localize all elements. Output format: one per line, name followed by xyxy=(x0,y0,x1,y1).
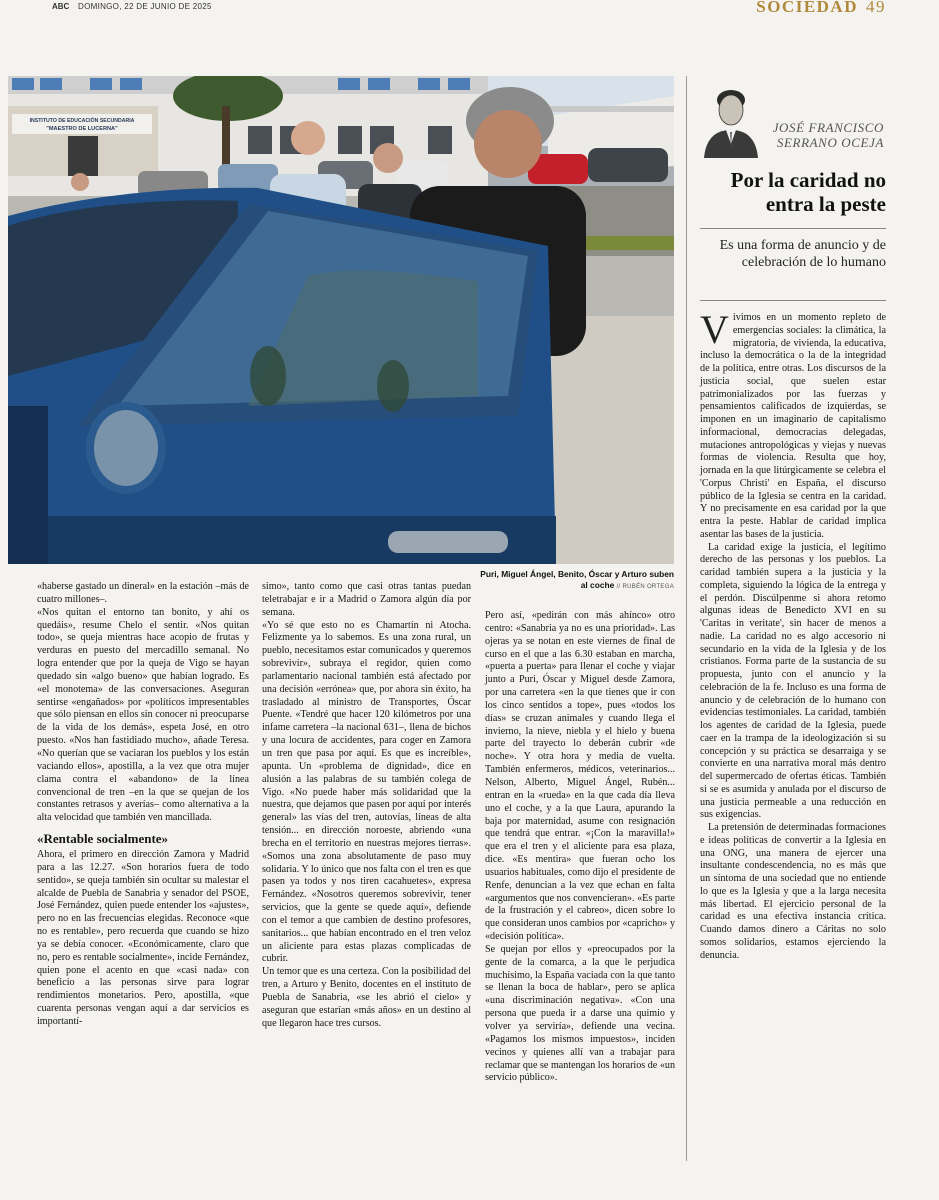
paragraph: Se quejan por ellos y «preocupados por la gente de la comarca, a la que le perjudica muchísimo, la España vaciada con la que tanto se llenan la boca de hablar», pero se aplica «una discriminación negativa». «Con una persona que pueda ir a darse una quimio y volver ya serviría», defiende una vecina. «Pagamos los mismos impuestos», inciden vecinos y quienes allí van a trabajar para reclamar que se mantengan los horarios de «un servicio público». xyxy=(485,943,675,1084)
opinion-subtitle: Es una forma de anuncio y de celebración de lo humano xyxy=(719,238,886,270)
paragraph: La pretensión de determinadas formaciones e ideas políticas de convertir a la Iglesia en una ONG, una manera de ejercer una insultante condescendencia, no es más que un síntoma de una sociedad que no entiende lo que es la Iglesia y que a la larga necesita más libertad. El ejercicio personal de la caridad es una efectiva instancia crítica. Cuando damos dinero a Cáritas no solo somos solidarios, estamos ejerciendo la denuncia. xyxy=(700,822,886,961)
opinion-title: Por la caridad no entra la peste xyxy=(730,168,886,216)
section-title xyxy=(756,0,886,17)
photo-caption xyxy=(478,569,674,593)
opinion-author: JOSÉ FRANCISCO SERRANO OCEJA xyxy=(772,120,884,150)
photo-credit: // RUBÉN ORTEGA xyxy=(616,584,674,590)
opinion-body xyxy=(700,307,886,962)
article-column-3 xyxy=(485,610,675,1085)
opinion-rule-top xyxy=(700,228,886,229)
article-subhead: «Rentable socialmente» xyxy=(37,831,169,847)
opinion-first-paragraph: ivimos en un momento repleto de emergencias sociales: la climática, la migratoria, de vivienda, la educativa, incluso la democrática o la de la integridad de la política, entre otras. Los discursos de la justicia social, que suelen estar patrimonializados por las fuerzas y pensamientos calificados de izquierdas, se imponen en un imaginario de capitalismo informacional, democracias delegadas, mutaciones antropológicas y viejas y nuevas formas de violencia. Resulta que hoy, jornada en la que litúrgicamente se celebra el 'Corpus Christi' en España, el discurso público de la Iglesia se centra en la caridad. Y no precisamente en esa caridad por la que entra la peste. Hablar de caridad implica asentar las bases de la justicia. xyxy=(700,312,886,540)
opinion-rule-bottom xyxy=(700,300,886,301)
news-photo xyxy=(8,76,674,564)
column-divider xyxy=(686,76,687,1161)
article-column-1 xyxy=(37,581,249,1029)
caption-text: Puri, Miguel Ángel, Benito, Óscar y Arturo suben al coche xyxy=(480,569,674,590)
drop-cap: V xyxy=(700,307,729,352)
paragraph: Ahora, el primero en dirección Zamora y Madrid para a las 12.27. «Son horarios fuera de todo sentido», se queja también sin ocultar su malestar el alcalde de Puebla de Sanabria y senador del PSOE, José Fernández, quien puede entender los «ajustes», pero no en las frecuencias elegidas. Reconoce «que no es rentable», pero recuerda que cuando se hizo ya se debía conocer. «Económicamente, claro que no, pero es rentable socialmente», incide Fernández, quien pone el acento en que «casi nada» con beneficio a las personas sirve para lograr rendimientos monetarios. Pero, apostilla, «que cuarenta personas vengan aquí a dar servicios es importantí- xyxy=(37,849,249,1027)
svg-text:INSTITUTO DE EDUCACIÓN SECUNDA: INSTITUTO DE EDUCACIÓN SECUNDARIA xyxy=(29,118,135,124)
newspaper-name: ABC xyxy=(52,2,70,11)
paragraph: «Yo sé que esto no es Chamartín ni Atocha. Felizmente ya lo sabemos. Es una zona rural, un pueblo, necesitamos estar comunicados y queremos sobrevivir», subraya el regidor, quien como parlamentario nacional también está afectado por una decisión «errónea» que, por ahora sin éxito, ha trasladado al ministro de Transportes, Óscar Puente. «Tendré que hacer 120 kilómetros por una infame carretera –la nacional 631–, llena de bichos y una locura de accidentes, para coger en Zamora un tren que pasa por aquí. Es que es increíble», apunta. Un «problema de dignidad», dice en alusión a las palabras de su también colega de Vigo. «No puede haber más solidaridad que la nuestra, que dejamos que pasen por aquí por interés general» las vías del tren, autovías, líneas de alta tensión... en dirección noroeste, abriendo «una brecha en el territorio en nuestras mejores tierras». «Somos una zona absolutamente de paso muy solidaria. Y lo único que nos falta con el tren es que pasen ya todos y nos tiren cacahuetes», expresa Fernández. «Nosotros queremos sobrevivir, tener servicios, que la gente se quede aquí», defiende con el temor a que cambien de destino profesores, sanitarios... que habían encontrado en el tren veloz un aliciente para estas plazas complicadas de cubrir. xyxy=(262,619,471,965)
article-column-2 xyxy=(262,581,471,1031)
section-name: SOCIEDAD xyxy=(756,0,858,16)
paragraph: Pero así, «pedirán con más ahínco» otro centro: «Sanabria ya no es una prioridad». Las ojeras ya se notan en este viernes de final de curso en el que a las 6.30 estaban en marcha, «puerta a puerta» para llenar el coche y viajar junto a Puri, Óscar y Miguel desde Zamora, por una carretera «en la que tienes que ir con los cinco sentidos a tope», pues «todos los días» se cruzan animales y cuando llega el invierno, la nieve, niebla y el hielo y buena parte del trayecto lo deberán cubrir «de noche». Y otra hora y media de vuelta. También enfermeros, médicos, veterinarios... Nelson, Alberto, Miguel Ángel, Rubén... entran en la «rueda» en la que cada día lleva uno el coche, y a la que Laura, apurando la baja por maternidad, asume con resignación que tendrá que entrar. «¡Con la maravilla!» que era el tren y el aliciente para esa plaza, dice. «Es mentira» que fueran ocho los usuarios habituales, como dijo el presidente de Renfe, denuncian a la vez que echan en falta «argumentos que nos convencieran». «Es parte de la frustración y el cabreo», dicen sobre lo que consideran unos cambios por «capricho» y «decisión política». xyxy=(485,610,675,943)
paragraph: Un temor que es una certeza. Con la posibilidad del tren, a Arturo y Benito, docentes en el instituto de Puebla de Sanabria, «se les abrió el cielo» y aseguran que estarían «más años» en un destino al que llegaron hace tres cursos. xyxy=(262,966,471,1029)
paragraph: simo», tanto como que casi otras tantas puedan teletrabajar e ir a Madrid o Zamora algún día por semana. xyxy=(262,581,471,618)
page-header xyxy=(52,0,892,20)
paragraph: La caridad exige la justicia, el legítimo derecho de las personas y los pueblos. La caridad también supera a la justicia y la completa, siguiendo la lógica de la entrega y el perdón. Discúlpenme si ahora retomo algunas ideas de Benedicto XVI en su 'Caritas in veritate', sin hacer de menos a nadie. La caridad no es algo accesorio ni secundario en la vida de la Iglesia y de los cristianos. Forma parte de la sustancia de su propuesta, junto con el anuncio y la celebración de la fe. Incluso es una forma de anuncio y de celebración de lo humano con evidencias testimoniales. La caridad, también los agentes de caridad de la Iglesia, puede caer en la trampa de la ideologización si su concepción y su práctica se desarraiga y se convierte en una narrativa moral más dentro del supermercado de ofertas éticas. También si se es asumida y anulada por el discurso de una justicia permeable a una reducción en sus exigencias. xyxy=(700,541,886,821)
issue-date: DOMINGO, 22 DE JUNIO DE 2025 xyxy=(78,2,212,11)
paragraph: «haberse gastado un dineral» en la estación –más de cuatro millones–. xyxy=(37,581,249,605)
paragraph: «Nos quitan el entorno tan bonito, y ahí os quedáis», resume Chelo el sentir. «Nos quitan todo», se queja mientras hace acopio de frutas y verduras en puesto del mercadillo semanal. No logra entender que por la queja de Vigo se hayan quedado sin «algo bueno» que habían logrado. Es «el monotema» de las conversaciones. Aseguran sentirse «engañados» por «políticos impresentables que sólo piensan en ellos sin conocer ni preocuparse de la vida de los demás», espeta José, en otro puesto. «Nos han fastidiado mucho», añade Teresa. «No querían que se vaciaran los pueblos y los están vaciando ellos», apostilla, a la vez que otra mujer clama contra el «abandono» de la línea convencional de tren –en la que se quejan de los constantes retrasos y averías– como alternativa a la alta velocidad que también ven mancillada. xyxy=(37,606,249,824)
svg-text:"MAESTRO DE LUCERNA": "MAESTRO DE LUCERNA" xyxy=(46,126,118,132)
paragraph xyxy=(700,307,886,542)
page-number: 49 xyxy=(866,0,886,16)
photo-illustration xyxy=(8,76,674,564)
